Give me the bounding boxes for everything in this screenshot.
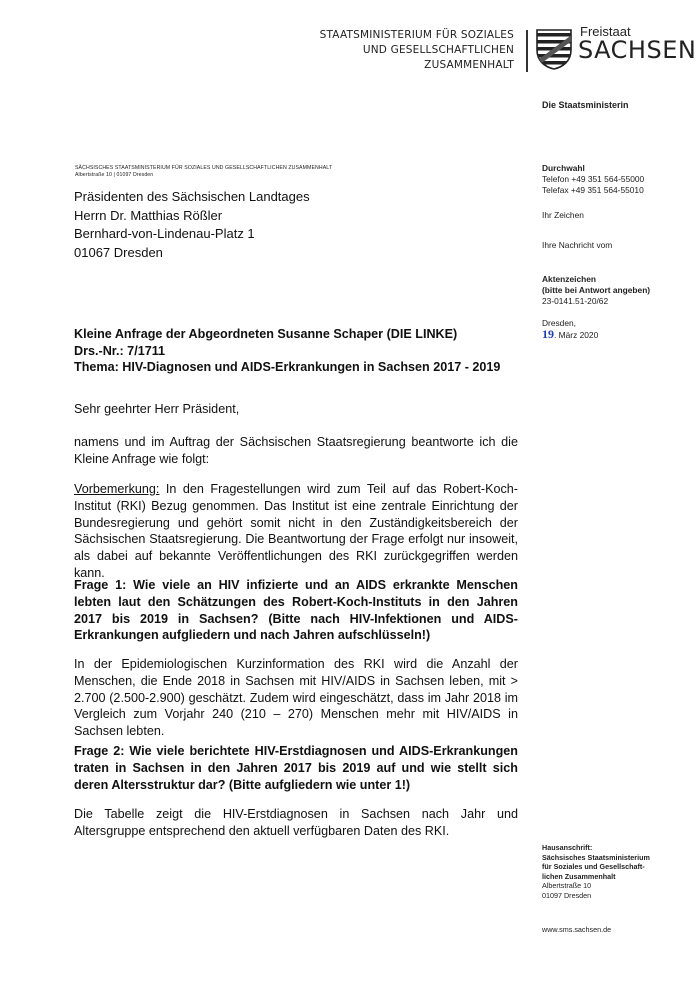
recipient-line: Herrn Dr. Matthias Rößler [74,207,223,223]
vorbemerkung-text: In den Fragestellungen wird zum Teil auf das Robert-Koch-Institut (RKI) Bezug genommen. Das Institut ist eine zentrale Einrichtung der Bundesregierung und gehört somit nicht in den Zuständigkeitsbereich der Sächsischen Staatsregierung. Die Beantwortung der Frage erfolgt nur insoweit, als dabei auf bekannte Veröffentlichungen des RKI zurückgegriffen werden kann. [74,482,518,580]
sachsen-logo-text: SACHSEN [578,36,697,64]
contact-block [542,163,644,196]
frage-2: Frage 2: Wie viele berichtete HIV-Erstdiagnosen und AIDS-Erkrankungen traten in Sachsen in den Jahren 2017 bis 2019 auf und wie stellt sich deren Altersstruktur dar? (Bitte aufgliedern wie unter 1!) [74,744,518,792]
date-month-year: . März 2020 [554,330,599,340]
website-link[interactable]: www.sms.sachsen.de [542,925,612,934]
freistaat-label: Freistaat [580,24,631,39]
aktenzeichen-note: (bitte bei Antwort angeben) [542,285,651,295]
ihre-nachricht-label: Ihre Nachricht vom [542,240,613,250]
vorbemerkung-label: Vorbemerkung: [74,482,160,496]
minister-title: Die Staatsministerin [542,100,629,110]
telefon: Telefon +49 351 564-55000 [542,174,645,184]
hausanschrift-city: 01097 Dresden [542,890,592,900]
date-line [542,329,598,341]
subject-block [74,326,500,376]
date-city: Dresden, [542,318,576,328]
recipient-line: 01067 Dresden [74,244,163,260]
ihr-zeichen-label: Ihr Zeichen [542,210,584,220]
ministry-line: UND GESELLSCHAFTLICHEN [362,44,514,56]
aktenzeichen-block [542,274,650,307]
frage-1: Frage 1: Wie viele an HIV infizierte und an AIDS erkrankte Menschen lebten laut den Schätzungen des Robert-Koch-Instituts in den Jahren 2017 bis 2019 in Sachsen? (Bitte nach HIV-Infektionen und AIDS-Erkrankungen aufgliedern und nach Jahren aufschlüsseln!) [74,578,518,643]
durchwahl-label: Durchwahl [542,163,585,173]
hausanschrift-line: lichen Zusammenhalt [542,871,616,881]
subject-line: Kleine Anfrage der Abgeordneten Susanne Schaper (DIE LINKE) [74,327,458,341]
header-divider [526,30,528,72]
date-day-handwritten: 19 [542,327,554,341]
salutation: Sehr geehrter Herr Präsident, [74,402,240,416]
telefax: Telefax +49 351 564-55010 [542,185,644,195]
ministry-line: STAATSMINISTERIUM FÜR SOZIALES [319,29,514,41]
saxony-crest-icon [535,28,573,70]
subject-topic: Thema: HIV-Diagnosen und AIDS-Erkrankungen in Sachsen 2017 - 2019 [74,360,501,374]
antwort-1: In der Epidemiologischen Kurzinformation des RKI wird die Anzahl der Menschen, die Ende 2018 in Sachsen mit HIV/AIDS in Sachsen leben, mit > 2.700 (2.500-2.900) geschätzt. Zudem wird eingeschätzt, dass im Jahr 2018 im Vergleich zum Vorjahr 240 (210 – 270) Menschen mehr mit HIV/AIDS in Sachsen lebten. [74,657,518,739]
aktenzeichen-label: Aktenzeichen [542,274,596,284]
hausanschrift-street: Albertstraße 10 [542,881,592,891]
hausanschrift-block [542,843,650,901]
subject-drs-nr: Drs.-Nr.: 7/1711 [74,343,166,358]
ministry-name [296,28,514,73]
sender-line: SÄCHSISCHES STAATSMINISTERIUM FÜR SOZIALES UND GESELLSCHAFTLICHEN ZUSAMMENHALT [75,165,333,171]
recipient-line: Präsidenten des Sächsischen Landtages [74,189,310,204]
hausanschrift-line: Sächsisches Staatsministerium [542,852,650,862]
hausanschrift-label: Hausanschrift: [542,843,593,852]
intro-paragraph: namens und im Auftrag der Sächsischen Staatsregierung beantworte ich die Kleine Anfrage wie folgt: [74,435,518,466]
date-block [542,318,598,341]
hausanschrift-line: für Soziales und Gesellschaft- [542,862,645,872]
sender-address: Albertstraße 10 | 01097 Dresden [75,172,154,178]
recipient-address [74,188,310,262]
vorbemerkung-paragraph [74,481,518,582]
ministry-line: ZUSAMMENHALT [424,59,514,71]
aktenzeichen-value: 23-0141.51-20/62 [542,296,609,306]
antwort-2: Die Tabelle zeigt die HIV-Erstdiagnosen in Sachsen nach Jahr und Altersgruppe entsprechend den aktuell verfügbaren Daten des RKI. [74,807,518,838]
recipient-line: Bernhard-von-Lindenau-Platz 1 [74,226,255,241]
